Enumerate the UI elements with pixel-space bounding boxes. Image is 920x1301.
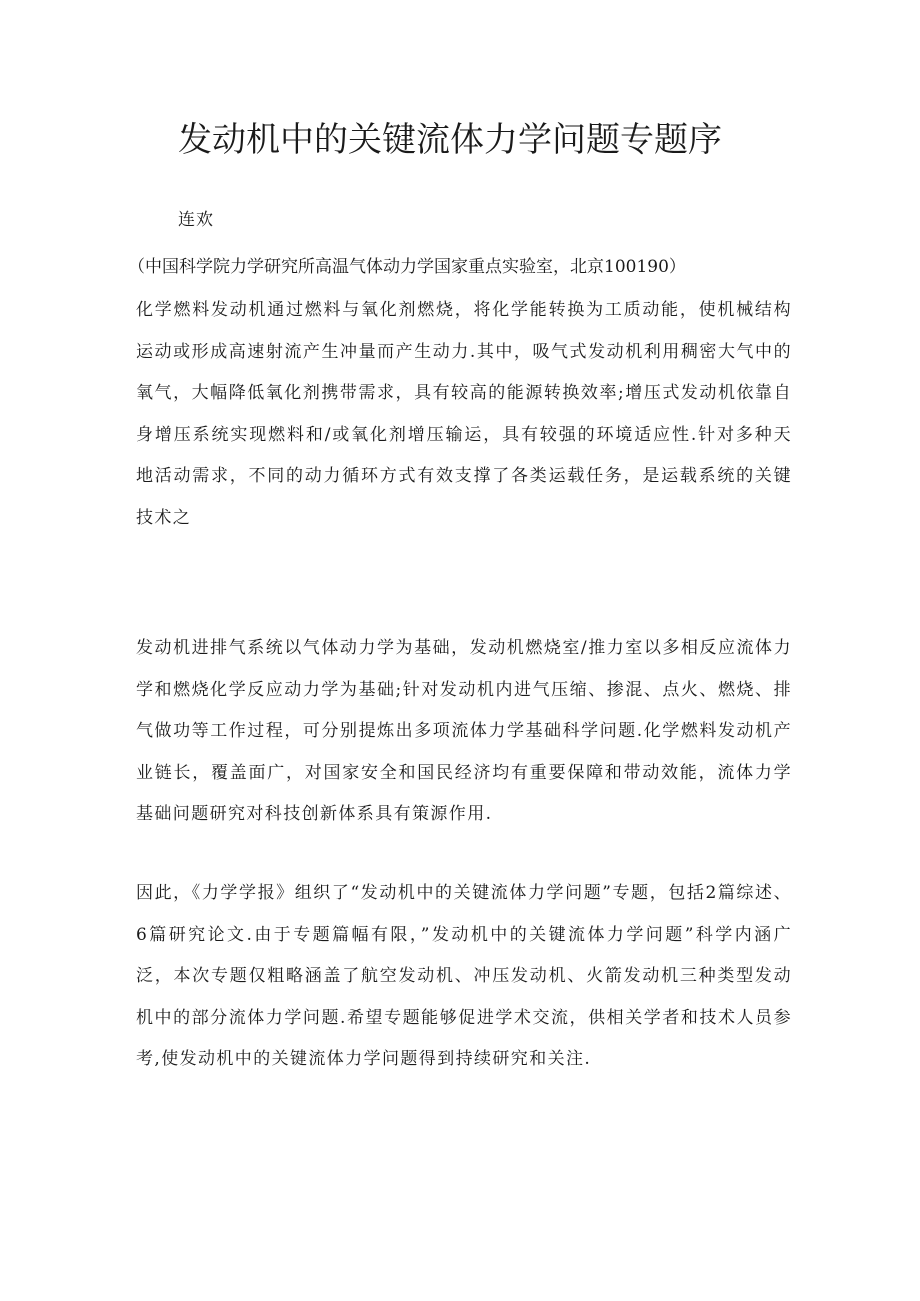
body-paragraph: 发动机进排气系统以气体动力学为基础，发动机燃烧室/推力室以多相反应流体力学和燃烧化学反应动力学为基础;针对发动机内进气压缩、掺混、点火、燃烧、排气做功等工作过程，可分别提炼出多项流体力学基础科学问题.化学燃料发动机产业链长，覆盖面广，对国家安全和国民经济均有重要保障和带动效能，流体力学基础问题研究对科技创新体系具有策源作用. [136, 638, 792, 824]
author-affiliation: （中国科学院力学研究所高温气体动力学国家重点实验室，北京100190） [128, 257, 686, 277]
body-paragraph: 因此，《力学学报》组织了“发动机中的关键流体力学问题”专题，包括2篇综述、6篇研究论文.由于专题篇幅有限，”发动机中的关键流体力学问题”科学内涵广泛，本次专题仅粗略涵盖了航空发动机、冲压发动机、火箭发动机三种类型发动机中的部分流体力学问题.希望专题能够促进学术交流，供相关学者和技术人员参考,使发动机中的关键流体力学问题得到持续研究和关注. [136, 883, 792, 1069]
document-title: 发动机中的关键流体力学问题专题序 [178, 120, 722, 160]
author-name: 连欢 [178, 210, 214, 230]
body-paragraph: 化学燃料发动机通过燃料与氧化剂燃烧，将化学能转换为工质动能，使机械结构运动或形成高速射流产生冲量而产生动力.其中，吸气式发动机利用稠密大气中的氧气，大幅降低氧化剂携带需求，具有较高的能源转换效率;增压式发动机依靠自身增压系统实现燃料和/或氧化剂增压输运，具有较强的环境适应性.针对多种天地活动需求，不同的动力循环方式有效支撑了各类运载任务，是运载系统的关键技术之 [136, 300, 792, 528]
